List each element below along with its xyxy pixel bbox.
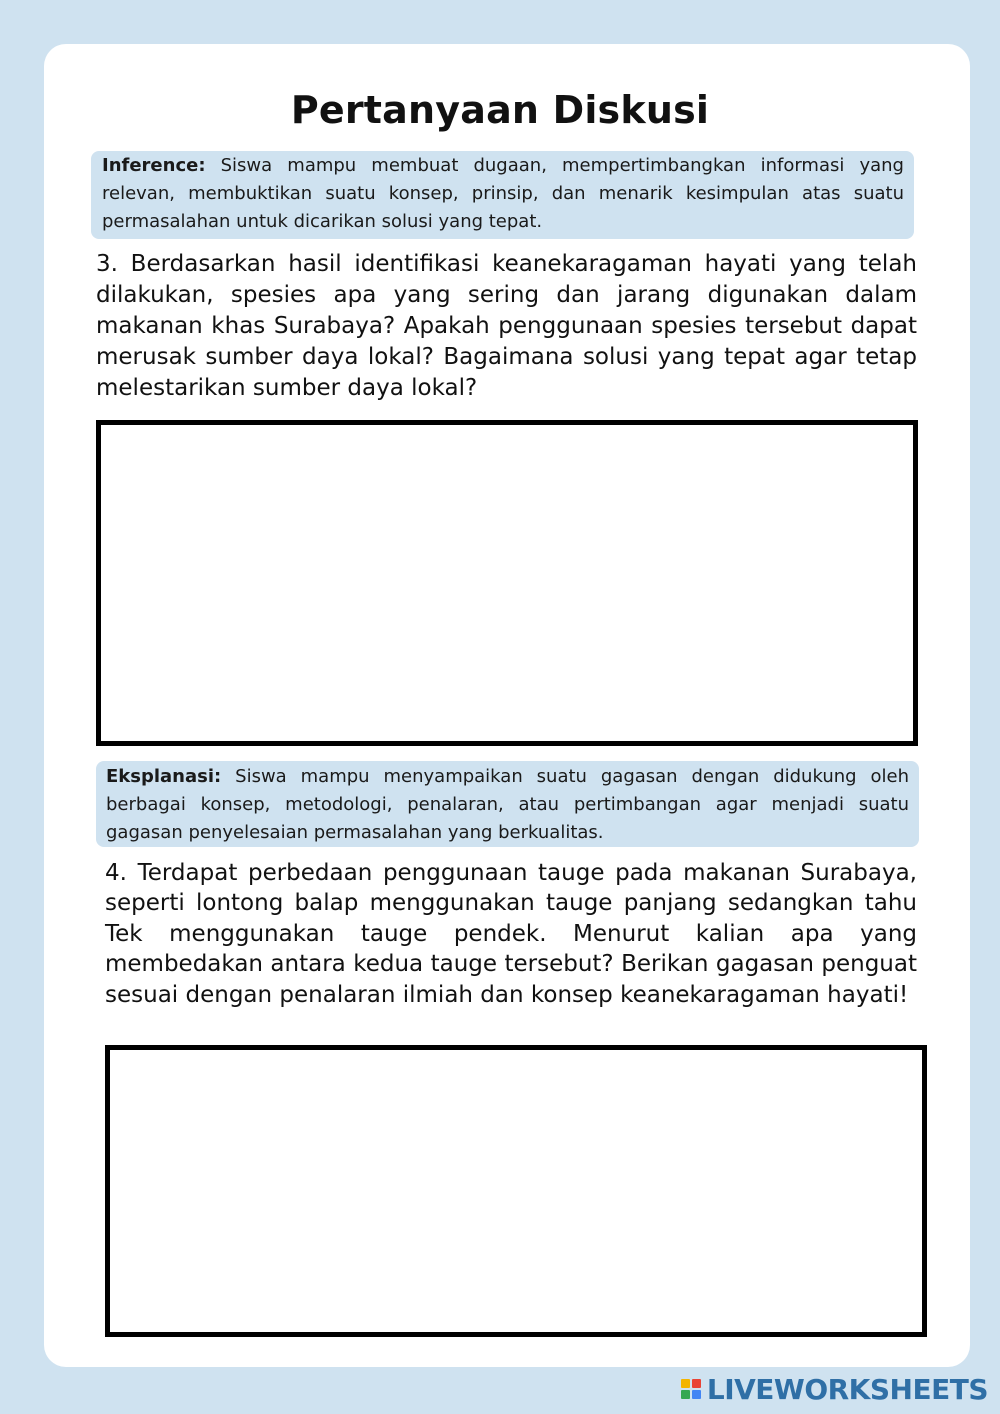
inference-description: Siswa mampu membuat dugaan, mempertimbangkan informasi yang relevan, membuktikan suatu konsep, prinsip, dan menarik kesimpulan atas suatu permasalahan untuk dicarikan solusi yang tepat. [102, 155, 904, 232]
logo-square [681, 1390, 690, 1399]
question-3: 3. Berdasarkan hasil identifikasi keanekaragaman hayati yang telah dilakukan, spesies apa yang sering dan jarang digunakan dalam makanan khas Surabaya? Apakah penggunaan spesies tersebut dapat merusak sumber daya lokal? Bagaimana solusi yang tepat agar tetap melestarikan sumber daya lokal? [96, 251, 917, 401]
logo-square [681, 1379, 690, 1388]
liveworksheets-brand [681, 1372, 988, 1406]
logo-square [692, 1379, 701, 1388]
answer-box-4[interactable] [105, 1045, 927, 1337]
page-title: Pertanyaan Diskusi [290, 88, 710, 132]
eksplanasi-skill-box [96, 761, 919, 847]
eksplanasi-description: Siswa mampu menyampaikan suatu gagasan dengan didukung oleh berbagai konsep, metodologi, penalaran, atau pertimbangan agar menjadi suatu gagasan penyelesaian permasalahan yang berkualitas. [106, 766, 909, 843]
eksplanasi-label: Eksplanasi: [106, 766, 222, 787]
liveworksheets-logo-icon [681, 1379, 701, 1399]
logo-square [692, 1390, 701, 1399]
question-4: 4. Terdapat perbedaan penggunaan tauge pada makanan Surabaya, seperti lontong balap menggunakan tauge panjang sedangkan tahu Tek menggunakan tauge pendek. Menurut kalian apa yang membedakan antara kedua tauge tersebut? Berikan gagasan penguat sesuai dengan penalaran ilmiah dan konsep keanekaragaman hayati! [105, 860, 917, 1008]
inference-skill-box [91, 151, 914, 239]
brand-name: LIVEWORKSHEETS [706, 1372, 988, 1406]
inference-label: Inference: [102, 155, 206, 176]
answer-box-3[interactable] [96, 420, 918, 746]
